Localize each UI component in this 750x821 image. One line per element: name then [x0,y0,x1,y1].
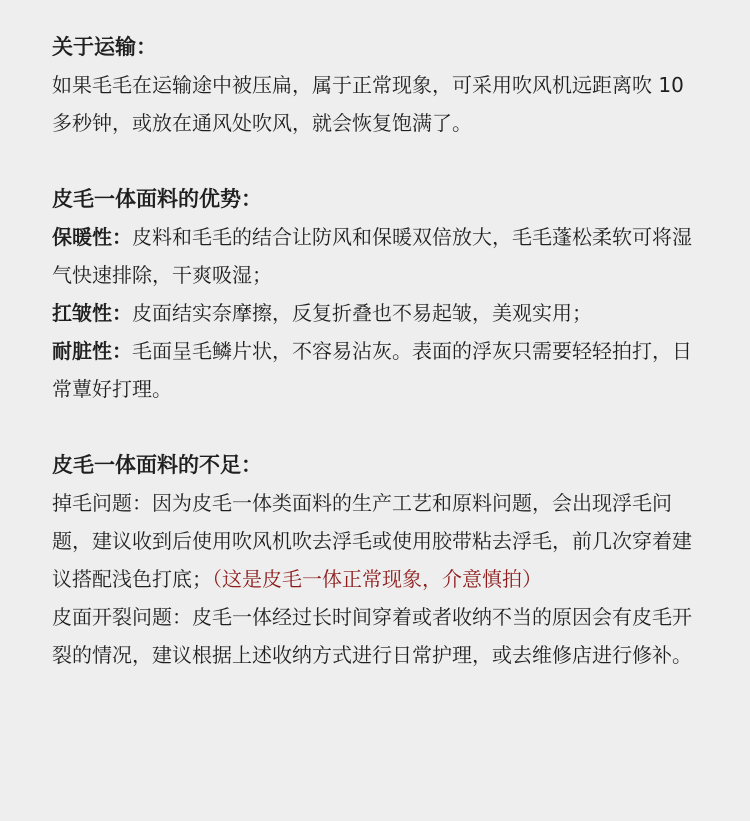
paragraph-dirt [52,332,698,408]
paragraph-wrinkle [52,294,698,332]
spacer [52,142,698,180]
paragraph-label: 耐脏性： [52,339,132,363]
section-title: 皮毛一体面料的不足： [52,453,262,477]
paragraph-label: 保暖性： [52,225,132,249]
paragraph-text: 掉毛问题：因为皮毛一体类面料的生产工艺和原料问题，会出现浮毛问题，建议收到后使用吹风机吹去浮毛或使用胶带粘去浮毛，前几次穿着建议搭配浅色打底； [52,491,692,591]
paragraph-shedding [52,484,698,598]
section-title: 皮毛一体面料的优势： [52,187,262,211]
paragraph [52,66,698,142]
section-shortcomings [52,446,698,674]
paragraph-text: 毛面呈毛鳞片状，不容易沾灰。表面的浮灰只需要轻轻拍打，日常蕈好打理。 [52,339,692,401]
paragraph-note: （这是皮毛一体正常现象，介意慎拍） [212,567,542,591]
paragraph-warmth [52,218,698,294]
paragraph-text: 皮面开裂问题：皮毛一体经过长时间穿着或者收纳不当的原因会有皮毛开裂的情况，建议根据上述收纳方式进行日常护理，或去维修店进行修补。 [52,605,692,667]
paragraph-text: 皮面结实奈摩擦，反复折叠也不易起皱，美观实用； [132,301,592,325]
paragraph-label: 扛皱性： [52,301,132,325]
paragraph-cracking [52,598,698,674]
spacer [52,408,698,446]
section-transport [52,28,698,142]
section-title: 关于运输： [52,35,157,59]
section-advantages [52,180,698,408]
paragraph-text: 皮料和毛毛的结合让防风和保暖双倍放大，毛毛蓬松柔软可将湿气快速排除，干爽吸湿； [52,225,692,287]
paragraph-text: 如果毛毛在运输途中被压扁，属于正常现象，可采用吹风机远距离吹 10 多秒钟，或放在通风处吹风，就会恢复饱满了。 [52,73,684,135]
